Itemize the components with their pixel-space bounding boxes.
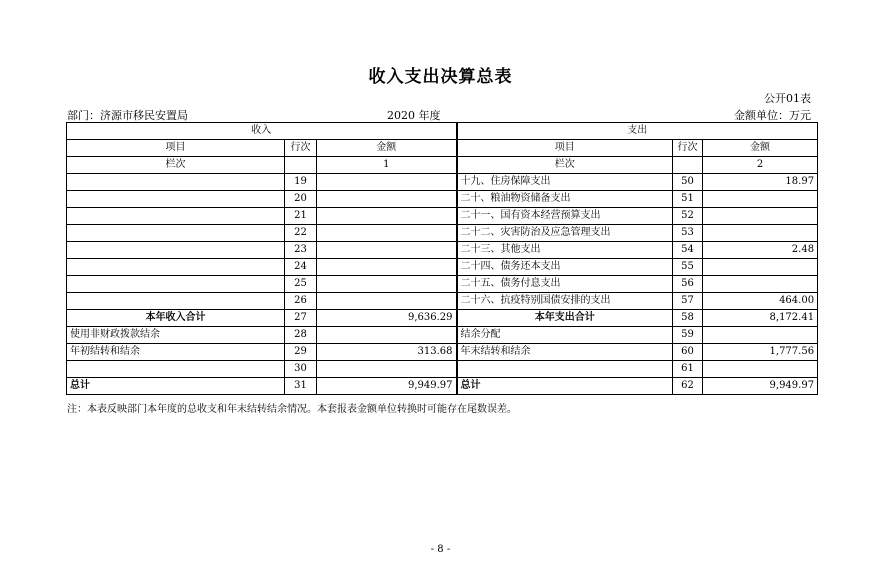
income-amount-cell: 9,636.29 (317, 310, 457, 327)
expense-line-cell: 62 (673, 378, 703, 395)
expense-amount-cell (703, 361, 818, 378)
fiscal-year: 2020 年度 (387, 109, 441, 122)
department-label: 部门：济源市移民安置局 (67, 109, 188, 122)
expense-item-cell: 总计 (457, 378, 673, 395)
income-amount-cell (317, 225, 457, 242)
income-item-header: 项目 (67, 140, 285, 157)
income-item-cell (67, 276, 285, 293)
income-line-cell: 31 (285, 378, 317, 395)
income-line-cell: 24 (285, 259, 317, 276)
income-line-cell: 22 (285, 225, 317, 242)
expense-amount-cell: 8,172.41 (703, 310, 818, 327)
income-line-cell: 27 (285, 310, 317, 327)
column-header-row (67, 140, 818, 157)
income-item-cell: 本年收入合计 (67, 310, 285, 327)
expense-item-cell: 结余分配 (457, 327, 673, 344)
income-column-number: 1 (317, 157, 457, 174)
income-amount-header: 金额 (317, 140, 457, 157)
expense-line-cell: 56 (673, 276, 703, 293)
table-row (67, 310, 818, 327)
table-row (67, 225, 818, 242)
footnote: 注：本表反映部门本年度的总收支和年末结转结余情况。本套报表金额单位转换时可能存在尾数误差。 (67, 404, 517, 415)
income-amount-cell (317, 293, 457, 310)
expense-line-cell: 52 (673, 208, 703, 225)
table-row (67, 378, 818, 395)
expense-line-cell: 54 (673, 242, 703, 259)
expense-amount-cell (703, 276, 818, 293)
income-item-cell: 年初结转和结余 (67, 344, 285, 361)
expense-amount-cell (703, 191, 818, 208)
income-line-cell: 26 (285, 293, 317, 310)
income-section-header: 收入 (67, 123, 457, 140)
expense-column-line-blank (673, 157, 703, 174)
income-amount-cell: 9,949.97 (317, 378, 457, 395)
expense-section-header: 支出 (457, 123, 818, 140)
page-number: - 8 - (430, 544, 451, 555)
expense-amount-cell: 18.97 (703, 174, 818, 191)
expense-amount-cell: 464.00 (703, 293, 818, 310)
table-row (67, 242, 818, 259)
expense-line-cell: 58 (673, 310, 703, 327)
income-line-cell: 29 (285, 344, 317, 361)
income-item-cell: 总计 (67, 378, 285, 395)
income-amount-cell (317, 191, 457, 208)
expense-item-cell: 二十一、国有资本经营预算支出 (457, 208, 673, 225)
income-amount-cell (317, 259, 457, 276)
income-line-cell: 28 (285, 327, 317, 344)
income-item-cell (67, 242, 285, 259)
income-item-cell (67, 191, 285, 208)
table-row (67, 191, 818, 208)
income-column-label: 栏次 (67, 157, 285, 174)
expense-amount-cell (703, 225, 818, 242)
section-header-row (67, 123, 818, 140)
income-line-header: 行次 (285, 140, 317, 157)
table-row (67, 361, 818, 378)
report-title: 收入支出决算总表 (368, 67, 513, 87)
expense-line-cell: 57 (673, 293, 703, 310)
expense-amount-header: 金额 (703, 140, 818, 157)
form-number: 公开01表 (764, 92, 811, 105)
expense-amount-cell (703, 259, 818, 276)
table-row (67, 259, 818, 276)
table-row (67, 208, 818, 225)
income-item-cell (67, 259, 285, 276)
expense-line-cell: 59 (673, 327, 703, 344)
income-line-cell: 19 (285, 174, 317, 191)
expense-line-cell: 50 (673, 174, 703, 191)
expense-line-cell: 53 (673, 225, 703, 242)
income-line-cell: 23 (285, 242, 317, 259)
income-amount-cell (317, 276, 457, 293)
expense-line-cell: 61 (673, 361, 703, 378)
expense-item-cell (457, 361, 673, 378)
expense-item-cell: 年末结转和结余 (457, 344, 673, 361)
income-amount-cell (317, 242, 457, 259)
expense-item-cell: 二十三、其他支出 (457, 242, 673, 259)
table-row (67, 276, 818, 293)
table-row (67, 293, 818, 310)
income-item-cell (67, 225, 285, 242)
expense-amount-cell: 1,777.56 (703, 344, 818, 361)
table-row (67, 327, 818, 344)
expense-amount-cell: 2.48 (703, 242, 818, 259)
income-amount-cell (317, 174, 457, 191)
expense-line-cell: 55 (673, 259, 703, 276)
income-item-cell (67, 208, 285, 225)
expense-item-header: 项目 (457, 140, 673, 157)
income-amount-cell: 313.68 (317, 344, 457, 361)
income-amount-cell (317, 361, 457, 378)
expense-item-cell: 二十五、债务付息支出 (457, 276, 673, 293)
expense-line-header: 行次 (673, 140, 703, 157)
income-item-cell (67, 293, 285, 310)
table-row (67, 174, 818, 191)
expense-item-cell: 本年支出合计 (457, 310, 673, 327)
income-item-cell (67, 361, 285, 378)
expense-amount-cell: 9,949.97 (703, 378, 818, 395)
expense-amount-cell (703, 327, 818, 344)
income-line-cell: 21 (285, 208, 317, 225)
expense-item-cell: 二十、粮油物资储备支出 (457, 191, 673, 208)
column-number-row (67, 157, 818, 174)
income-line-cell: 30 (285, 361, 317, 378)
expense-column-number: 2 (703, 157, 818, 174)
expense-item-cell: 二十二、灾害防治及应急管理支出 (457, 225, 673, 242)
income-amount-cell (317, 208, 457, 225)
budget-summary-table (66, 122, 818, 395)
income-line-cell: 20 (285, 191, 317, 208)
income-amount-cell (317, 327, 457, 344)
income-column-line-blank (285, 157, 317, 174)
expense-amount-cell (703, 208, 818, 225)
expense-item-cell: 二十四、债务还本支出 (457, 259, 673, 276)
income-item-cell: 使用非财政拨款结余 (67, 327, 285, 344)
expense-column-label: 栏次 (457, 157, 673, 174)
expense-line-cell: 51 (673, 191, 703, 208)
income-item-cell (67, 174, 285, 191)
amount-unit: 金额单位：万元 (734, 109, 811, 122)
table-row (67, 344, 818, 361)
expense-item-cell: 二十六、抗疫特别国债安排的支出 (457, 293, 673, 310)
income-line-cell: 25 (285, 276, 317, 293)
expense-line-cell: 60 (673, 344, 703, 361)
expense-item-cell: 十九、住房保障支出 (457, 174, 673, 191)
